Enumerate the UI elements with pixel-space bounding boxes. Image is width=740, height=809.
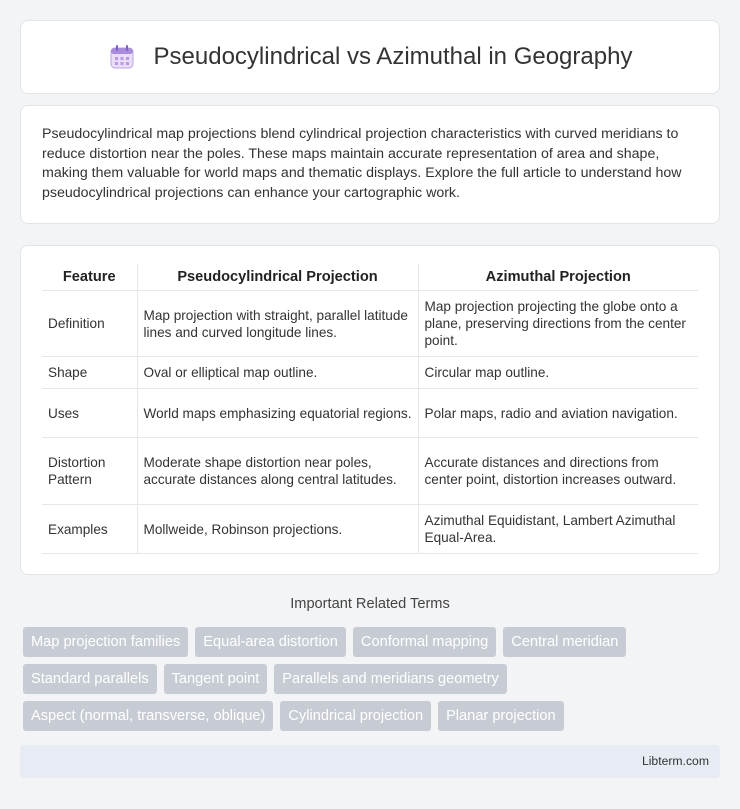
table-row (42, 389, 698, 438)
table-row (42, 438, 698, 505)
pseudocylindrical-cell: Mollweide, Robinson projections. (137, 505, 418, 554)
tag-planar-projection[interactable]: Planar projection (438, 701, 564, 731)
feature-cell: Uses (42, 389, 137, 438)
table-row (42, 505, 698, 554)
pseudocylindrical-cell: Moderate shape distortion near poles, accurate distances along central latitudes. (137, 438, 418, 505)
feature-cell: Definition (42, 291, 137, 357)
tag-row (23, 664, 723, 694)
tag-tangent-point[interactable]: Tangent point (164, 664, 268, 694)
tag-central-meridian[interactable]: Central meridian (503, 627, 626, 657)
table-row (42, 357, 698, 389)
column-header-pseudocylindrical: Pseudocylindrical Projection (137, 264, 418, 291)
tag-parallels-meridians-geometry[interactable]: Parallels and meridians geometry (274, 664, 507, 694)
related-terms-tags (23, 627, 723, 738)
feature-cell: Shape (42, 357, 137, 389)
footer-bar (20, 745, 720, 778)
tag-row (23, 627, 723, 657)
azimuthal-cell: Accurate distances and directions from center point, distortion increases outward. (418, 438, 698, 505)
intro-text: Pseudocylindrical map projections blend cylindrical projection characteristics with curved meridians to reduce distortion near the poles. These maps maintain accurate representation of area and shape, making them valuable for world maps and thematic displays. Explore the full article to understand how pseudocylindrical projections can enhance your cartographic work. (42, 126, 682, 201)
header-card (20, 20, 720, 94)
comparison-table-card (20, 245, 720, 575)
azimuthal-cell: Azimuthal Equidistant, Lambert Azimuthal Equal-Area. (418, 505, 698, 554)
page-title: Pseudocylindrical vs Azimuthal in Geography (153, 43, 633, 70)
calendar-icon (108, 43, 136, 71)
pseudocylindrical-cell: Map projection with straight, parallel latitude lines and curved longitude lines. (137, 291, 418, 357)
azimuthal-cell: Polar maps, radio and aviation navigation. (418, 389, 698, 438)
azimuthal-cell: Map projection projecting the globe onto a plane, preserving directions from the center point. (418, 291, 698, 357)
tag-cylindrical-projection[interactable]: Cylindrical projection (280, 701, 431, 731)
table-row (42, 291, 698, 357)
pseudocylindrical-cell: World maps emphasizing equatorial regions. (137, 389, 418, 438)
related-terms-heading: Important Related Terms (290, 596, 450, 612)
tag-aspect[interactable]: Aspect (normal, transverse, oblique) (23, 701, 273, 731)
tag-row (23, 701, 723, 731)
intro-card (20, 105, 720, 224)
footer-brand-link[interactable]: Libterm.com (641, 754, 709, 768)
tag-map-projection-families[interactable]: Map projection families (23, 627, 188, 657)
column-header-feature: Feature (42, 264, 137, 291)
feature-cell: Distortion Pattern (42, 438, 137, 505)
azimuthal-cell: Circular map outline. (418, 357, 698, 389)
title-row (108, 43, 633, 71)
tag-standard-parallels[interactable]: Standard parallels (23, 664, 157, 694)
comparison-table (42, 264, 698, 554)
tag-conformal-mapping[interactable]: Conformal mapping (353, 627, 496, 657)
table-header-row (42, 264, 698, 291)
pseudocylindrical-cell: Oval or elliptical map outline. (137, 357, 418, 389)
column-header-azimuthal: Azimuthal Projection (418, 264, 698, 291)
feature-cell: Examples (42, 505, 137, 554)
tag-equal-area-distortion[interactable]: Equal-area distortion (195, 627, 346, 657)
